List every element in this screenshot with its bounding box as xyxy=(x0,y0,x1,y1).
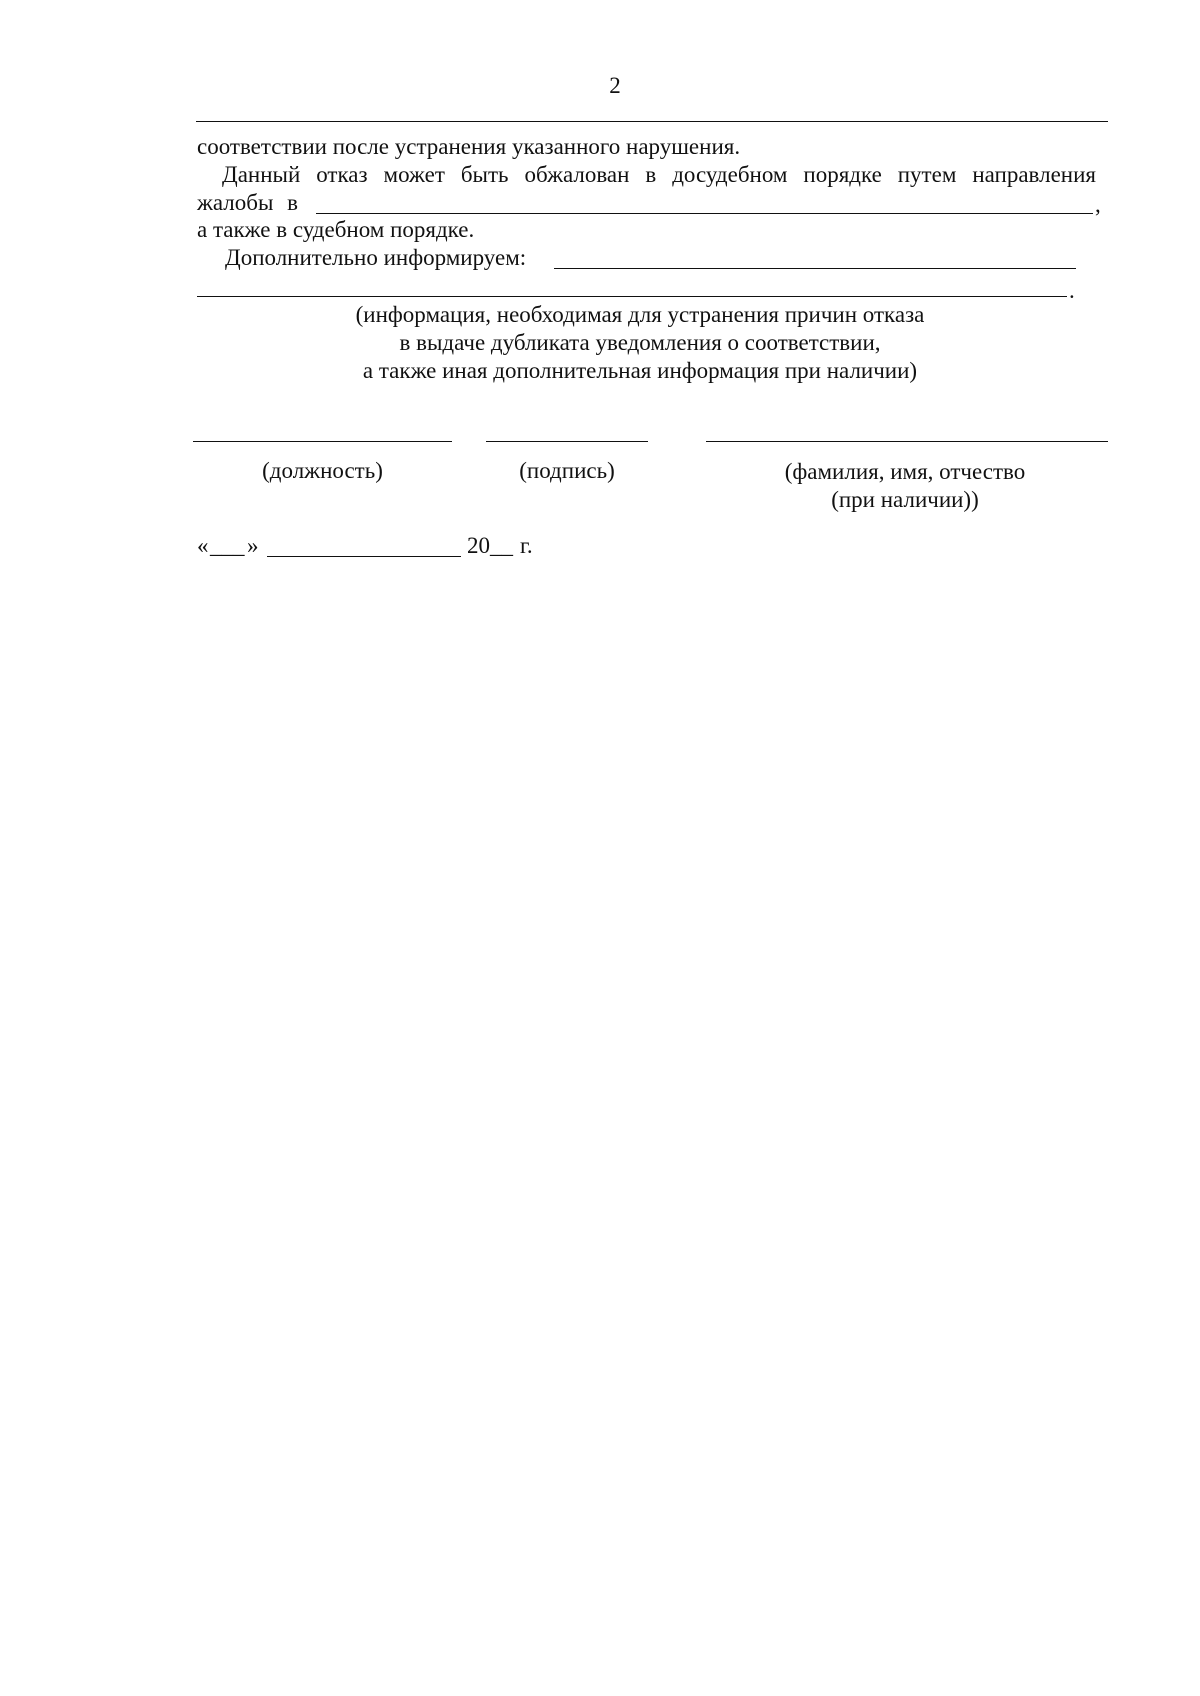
date-close-quote: » xyxy=(247,533,259,558)
text-complaint-comma: , xyxy=(1095,192,1101,217)
full-name-caption-line-1: (фамилия, имя, отчество xyxy=(784,459,1026,484)
date-year-prefix: 20 xyxy=(467,533,490,558)
date-open-quote: « xyxy=(197,533,209,558)
date-year-suffix: г. xyxy=(520,533,533,558)
info-caption xyxy=(300,301,980,385)
complaint-recipient-blank[interactable] xyxy=(316,213,1093,214)
text-complaint-prefix: жалобы в xyxy=(197,190,299,215)
signature-blank[interactable] xyxy=(486,441,648,442)
info-caption-line-3: а также иная дополнительная информация при наличии) xyxy=(362,358,918,383)
text-line-continuation: соответствии после устранения указанного нарушения. xyxy=(197,134,741,159)
date-month-blank[interactable] xyxy=(267,556,461,557)
signature-caption: (подпись) xyxy=(519,458,615,483)
text-additional-info-label: Дополнительно информируем: xyxy=(225,245,527,270)
text-period: . xyxy=(1069,278,1075,303)
info-caption-line-1: (информация, необходимая для устранения причин отказа xyxy=(355,302,925,327)
info-caption-line-2: в выдаче дубликата уведомления о соответствии, xyxy=(399,330,881,355)
text-line-court: а также в судебном порядке. xyxy=(197,217,475,242)
full-name-blank[interactable] xyxy=(706,441,1108,442)
date-year-blank[interactable]: __ xyxy=(490,533,513,558)
position-blank[interactable] xyxy=(193,441,452,442)
header-rule xyxy=(196,121,1108,122)
date-day-blank[interactable]: ___ xyxy=(210,533,245,558)
page-number: 2 xyxy=(609,73,621,98)
position-caption: (должность) xyxy=(262,458,383,483)
text-line-appeal: Данный отказ может быть обжалован в досудебном порядке путем направления xyxy=(222,162,1096,187)
additional-info-blank-2[interactable] xyxy=(197,296,1067,297)
full-name-caption-line-2: (при наличии)) xyxy=(831,487,979,512)
full-name-caption xyxy=(760,458,1050,514)
additional-info-blank-1[interactable] xyxy=(554,268,1076,269)
